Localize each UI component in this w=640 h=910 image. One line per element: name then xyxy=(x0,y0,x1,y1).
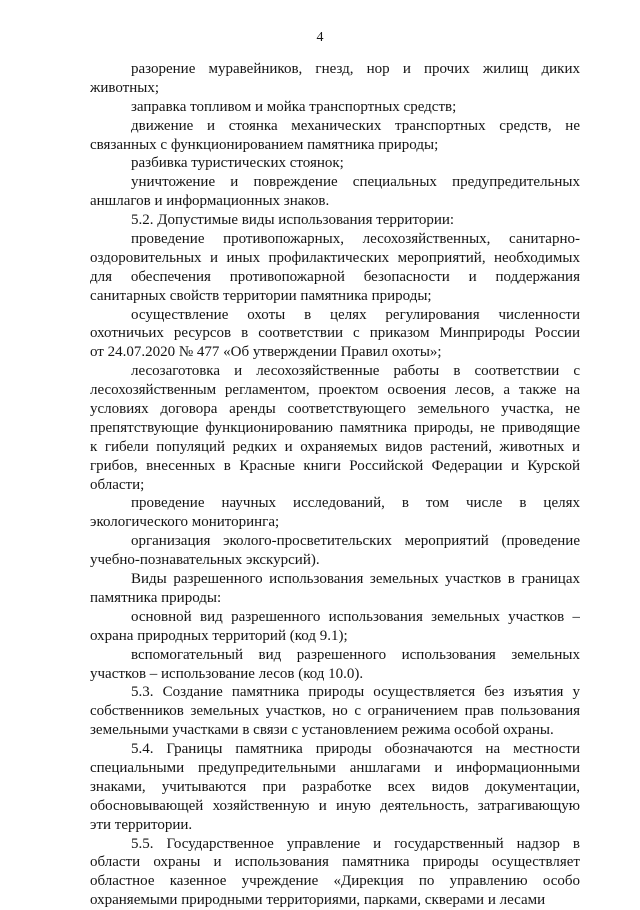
paragraph xyxy=(90,154,580,173)
paragraph-line: экологического мониторинга; xyxy=(90,514,280,531)
paragraph xyxy=(90,173,580,211)
paragraph-line: областное казенное учреждение «Дирекция по управлению особо xyxy=(90,873,580,890)
paragraph xyxy=(90,230,580,306)
paragraph-line: аншлагов и информационных знаков. xyxy=(90,193,330,210)
paragraph xyxy=(90,740,580,834)
paragraph-line: земельными участками в связи с установлением режима особой охраны. xyxy=(90,722,554,739)
paragraph-line: движение и стоянка механических транспортных средств, не xyxy=(131,117,580,134)
paragraph-line: организация эколого-просветительских мероприятий (проведение xyxy=(131,533,580,550)
paragraph-line: лесозаготовка и лесохозяйственные работы в соответствии с xyxy=(131,363,580,380)
paragraph-line: области охраны и использования памятника природы осуществляет xyxy=(90,854,580,871)
paragraph-line: разорение муравейников, гнезд, нор и прочих жилищ диких xyxy=(131,61,580,77)
paragraph-line: Виды разрешенного использования земельных участков в границах xyxy=(131,571,580,588)
paragraph xyxy=(90,646,580,684)
paragraph-line: животных; xyxy=(90,79,160,96)
paragraph xyxy=(90,60,580,98)
paragraph-line: грибов, внесенных в Красные книги Российской Федерации и Курской xyxy=(90,457,580,474)
paragraph xyxy=(90,683,580,740)
paragraph-line: вспомогательный вид разрешенного использования земельных xyxy=(131,646,580,663)
paragraph-line: эти территории. xyxy=(90,816,193,833)
paragraph-line: специальными предупредительными аншлагами и информационными xyxy=(90,759,580,776)
paragraph-line: заправка топливом и мойка транспортных средств; xyxy=(131,98,457,115)
paragraph xyxy=(90,117,580,155)
paragraph xyxy=(90,570,580,608)
paragraph-line: 5.4. Границы памятника природы обозначаются на местности xyxy=(131,741,580,758)
page-number: 4 xyxy=(316,30,324,45)
paragraph-line: от 24.07.2020 № 477 «Об утверждении Правил охоты»; xyxy=(90,344,442,361)
paragraph xyxy=(90,608,580,646)
paragraph xyxy=(90,98,580,117)
paragraph-line: охраняемыми природными территориями, парками, скверами и лесами xyxy=(90,892,546,909)
paragraph-line: области; xyxy=(90,476,145,493)
paragraph-line: собственников земельных участков, но с ограничением прав пользования xyxy=(90,703,580,720)
paragraph-line: 5.5. Государственное управление и государственный надзор в xyxy=(131,835,580,852)
paragraph-line: учебно-познавательных экскурсий). xyxy=(90,552,320,569)
paragraph-line: 5.3. Создание памятника природы осуществляется без изъятия у xyxy=(131,684,580,701)
paragraph-line: препятствующие функционированию памятника природы, не приводящие xyxy=(90,419,580,436)
paragraph-line: проведение научных исследований, в том числе в целях xyxy=(131,495,580,512)
paragraph xyxy=(90,532,580,570)
paragraph-line: разбивка туристических стоянок; xyxy=(131,155,344,172)
paragraph-line: 5.2. Допустимые виды использования территории: xyxy=(131,212,455,229)
paragraph-line: связанных с функционированием памятника природы; xyxy=(90,136,439,153)
paragraph-line: знаками, учитываются при разработке всех видов документации, xyxy=(90,778,580,795)
paragraph-line: для обеспечения противопожарной безопасности и поддержания xyxy=(90,268,580,285)
paragraph-line: проведение противопожарных, лесохозяйственных, санитарно- xyxy=(131,231,580,248)
paragraph-line: охрана природных территорий (код 9.1); xyxy=(90,627,348,644)
paragraph xyxy=(90,306,580,363)
paragraph-line: основной вид разрешенного использования земельных участков – xyxy=(131,608,580,625)
paragraph xyxy=(90,211,580,230)
paragraph-line: условиях договора аренды соответствующего земельного участка, не xyxy=(90,401,580,418)
paragraph xyxy=(90,362,580,494)
paragraph-line: участков – использование лесов (код 10.0). xyxy=(90,665,364,682)
paragraph-line: охотничьих ресурсов в соответствии с приказом Минприроды России xyxy=(90,325,580,342)
document-body xyxy=(90,60,580,910)
paragraph-line: уничтожение и повреждение специальных предупредительных xyxy=(131,174,580,191)
paragraph-line: санитарных свойств территории памятника природы; xyxy=(90,287,432,304)
paragraph-line: памятника природы: xyxy=(90,589,222,606)
paragraph-line: к гибели популяций редких и охраняемых видов растений, животных и xyxy=(90,438,580,455)
paragraph-line: обосновывающей хозяйственную и иную деятельность, затрагивающую xyxy=(90,797,580,814)
paragraph xyxy=(90,494,580,532)
paragraph xyxy=(90,835,580,910)
paragraph-line: оздоровительных и иных профилактических мероприятий, необходимых xyxy=(90,249,580,266)
paragraph-line: лесохозяйственным регламентом, проектом освоения лесов, а также на xyxy=(90,382,580,399)
paragraph-line: осуществление охоты в целях регулирования численности xyxy=(131,306,580,323)
